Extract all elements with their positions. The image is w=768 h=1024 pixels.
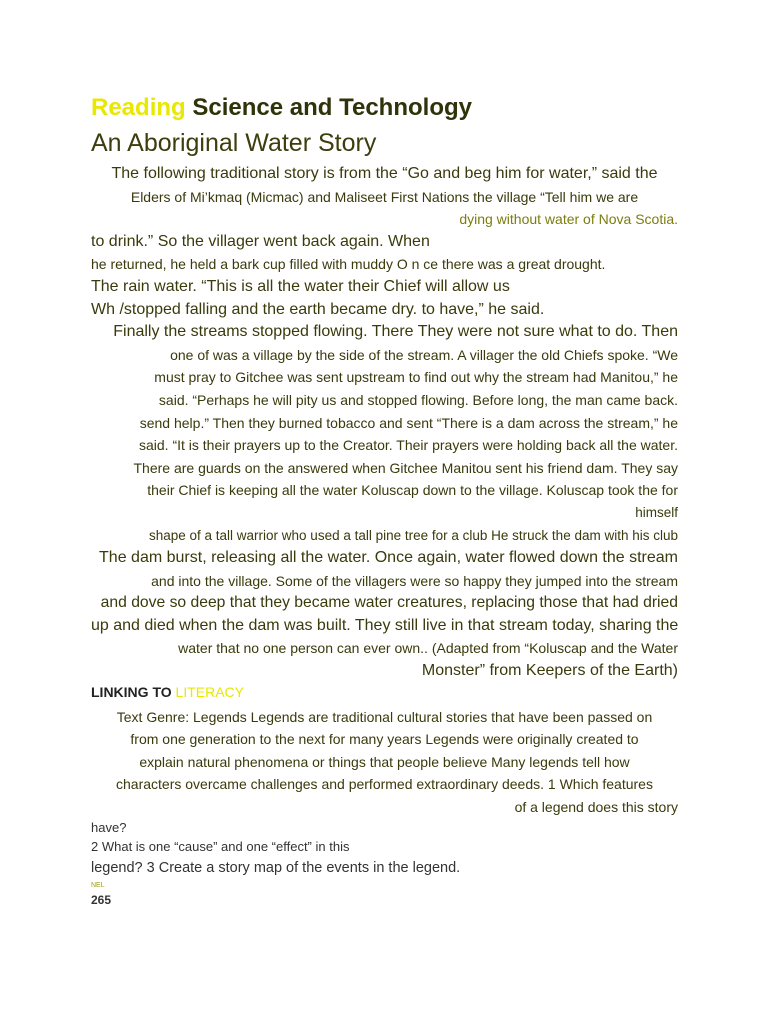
publisher-mark: NEL — [91, 882, 105, 889]
story-title: An Aboriginal Water Story — [91, 129, 377, 157]
story-line: The following traditional story is from the “Go and beg him for water,” said the — [111, 165, 658, 182]
story-line: Elders of Mi’kmaq (Micmac) and Maliseet First Nations the village “Tell him we are — [130, 188, 639, 205]
story-text — [91, 163, 678, 683]
story-line: There are guards on the answered when Gitchee Manitou sent his friend dam. They say — [133, 459, 678, 476]
story-line: water that no one person can ever own.. (Adapted from “Koluscap and the Water — [178, 640, 678, 657]
story-line: himself — [635, 504, 678, 520]
story-line: said. “It is their prayers up to the Creator. Their prayers were holding back all the water. — [139, 437, 678, 454]
story-line: said. “Perhaps he will pity us and stopped flowing. Before long, the man came back. — [158, 391, 678, 408]
genre-line: characters overcame challenges and performed extraordinary deeds. 1 Which features — [116, 776, 653, 793]
story-line: Wh /stopped falling and the earth became dry. to have,” he said. — [91, 300, 545, 318]
story-line: Finally the streams stopped flowing. There They were not sure what to do. Then — [113, 323, 678, 341]
genre-line: of a legend does this story — [514, 798, 678, 815]
story-line: and dove so deep that they became water creatures, replacing those that had dried — [100, 594, 678, 612]
genre-text — [91, 706, 678, 818]
story-line: must pray to Gitchee was sent upstream to find out why the stream had Manitou,” he — [154, 369, 678, 386]
genre-line: from one generation to the next for many years Legends were originally created to — [130, 731, 639, 748]
story-line: he returned, he held a bark cup filled with muddy O n ce there was a great drought. — [91, 256, 606, 273]
linking-label: LINKING TO — [91, 684, 172, 700]
story-line: send help.” Then they burned tobacco and sent “There is a dam across the stream,” he — [139, 414, 678, 431]
story-line: Monster” from Keepers of the Earth) — [421, 662, 678, 680]
genre-line: Text Genre: Legends Legends are traditional cultural stories that have been passed on — [116, 709, 653, 725]
section-label: Reading — [91, 94, 186, 121]
story-line: The rain water. “This is all the water their Chief will allow us — [91, 277, 510, 295]
story-line: one of was a village by the side of the stream. A villager the old Chiefs spoke. “We — [170, 346, 678, 363]
question-1-continued: have? — [91, 820, 127, 835]
story-line: The dam burst, releasing all the water. Once again, water flowed down the stream — [99, 549, 678, 567]
linking-heading — [91, 684, 244, 700]
story-line: their Chief is keeping all the water Koluscap down to the village. Koluscap took the for — [147, 482, 678, 499]
story-line: shape of a tall warrior who used a tall pine tree for a club He struck the dam with his club — [148, 527, 678, 543]
question-3: legend? 3 Create a story map of the events in the legend. — [91, 860, 461, 876]
story-line: to drink.” So the villager went back again. When — [91, 232, 430, 250]
page-number: 265 — [91, 893, 112, 907]
story-line: up and died when the dam was built. They still live in that stream today, sharing the — [91, 616, 679, 634]
page-header — [91, 94, 472, 122]
linking-subject: LITERACY — [175, 684, 244, 700]
genre-line: explain natural phenomena or things that people believe Many legends tell how — [139, 753, 630, 770]
story-line: and into the village. Some of the villagers were so happy they jumped into the stream — [151, 572, 678, 589]
section-topic: Science and Technology — [192, 94, 472, 121]
question-2: 2 What is one “cause” and one “effect” in this — [91, 839, 350, 854]
story-line: dying without water of Nova Scotia. — [459, 211, 678, 228]
